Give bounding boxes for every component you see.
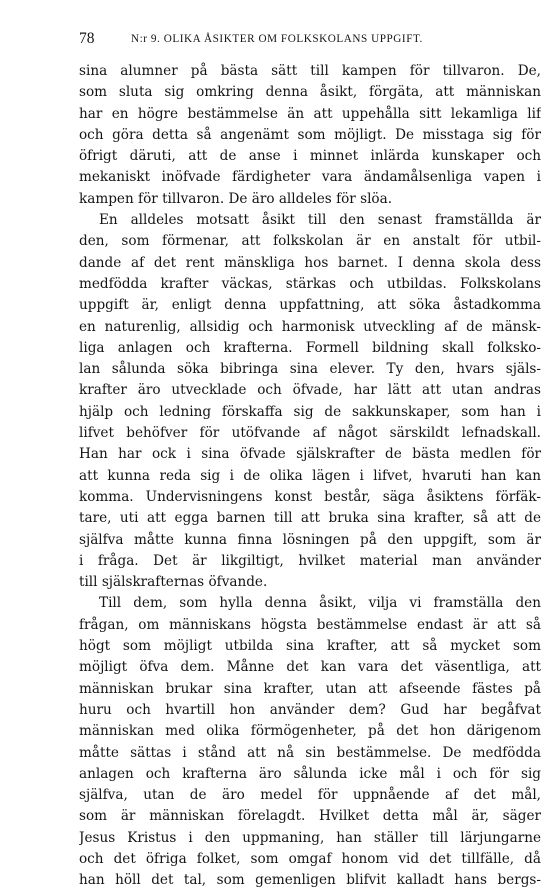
text-line: har en högre bestämmelse än att uppehålla sitt lekamliga lif xyxy=(79,105,541,122)
text-line: han höll det tal, som gemenligen blifvit kalladt hans bergs- xyxy=(79,872,541,889)
text-line: kampen för tillvaron. De äro alldeles för slöa. xyxy=(79,190,393,207)
book-page xyxy=(79,30,541,889)
text-line: att kunna reda sig i de olika lägen i lifvet, hvaruti han kan xyxy=(79,467,541,484)
text-line: i fråga. Det är likgiltigt, hvilket material man använder xyxy=(79,552,541,569)
text-line: lan sålunda söka bibringa sina elever. Ty den, hvars själs- xyxy=(79,361,541,378)
running-header xyxy=(79,30,541,52)
text-line: lifvet behöfver för utöfvande af något särskildt lefnadskall. xyxy=(79,425,541,442)
text-line: Jesus Kristus i den uppmaning, han ställer till lärjungarne xyxy=(79,829,541,846)
text-line: högt som möjligt utbilda sina krafter, att så mycket som xyxy=(79,638,541,655)
text-line: som sluta sig omkring denna åsikt, förgäta, att människan xyxy=(79,84,541,101)
text-line: medfödda krafter väckas, stärkas och utbildas. Folkskolans xyxy=(79,275,541,292)
running-header-title: N:r 9. OLIKA ÅSIKTER OM FOLKSKOLANS UPPGIFT. xyxy=(131,33,423,45)
text-line: måtte sättas i stånd att nå sin bestämmelse. De medfödda xyxy=(79,744,541,761)
text-line: möjligt öfva dem. Månne det kan vara det väsentliga, att xyxy=(79,659,541,676)
text-line: huru och hvartill hon använder dem? Gud har begåfvat xyxy=(79,701,541,718)
text-line: frågan, om människans högsta bestämmelse endast är att så xyxy=(79,616,541,633)
text-line: en naturenlig, allsidig och harmonisk utveckling af de mänsk- xyxy=(79,318,541,335)
text-line: anlagen och krafterna äro sålunda icke mål i och för sig xyxy=(79,765,541,782)
text-line: Han har ock i sina öfvade själskrafter de bästa medlen för xyxy=(79,446,541,463)
text-line: hjälp och ledning förskaffa sig de sakkunskaper, som han i xyxy=(79,403,541,420)
text-line: liga anlagen och krafterna. Formell bildning skall folksko- xyxy=(79,339,541,356)
text-line: människan brukar sina krafter, utan att afseende fästes på xyxy=(79,680,541,697)
paragraph-first-line: Till dem, som hylla denna åsikt, vilja vi framställa den xyxy=(99,595,541,612)
text-line: mekaniskt inöfvade färdigheter vara ändamålsenliga vapen i xyxy=(79,169,541,186)
text-line: komma. Undervisningens konst består, säga åsiktens förfäk- xyxy=(79,488,541,505)
text-line: till själskrafternas öfvande. xyxy=(79,574,268,591)
text-line: den, som förmenar, att folkskolan är en anstalt för utbil- xyxy=(79,233,541,250)
paragraph-first-line: En alldeles motsatt åsikt till den senast framställda är xyxy=(99,212,541,229)
text-line: som är människan förelagdt. Hvilket detta mål är, säger xyxy=(79,808,541,825)
page-number: 78 xyxy=(79,30,95,47)
body-text xyxy=(79,61,541,892)
text-line: dande af det rent mänskliga hos barnet. I denna skola dess xyxy=(79,254,541,271)
text-line: krafter äro utvecklade och öfvade, har lätt att utan andras xyxy=(79,382,541,399)
text-line: tare, uti att egga barnen till att bruka sina krafter, så att de xyxy=(79,510,541,527)
text-line: och göra detta så angenämt som möjligt. De misstaga sig för xyxy=(79,126,541,143)
text-line: människan med olika förmögenheter, på det hon därigenom xyxy=(79,723,541,740)
text-line: själfva måtte kunna finna lösningen på den uppgift, som är xyxy=(79,531,541,548)
text-line: och det öfriga folket, som omgaf honom vid det tillfälle, då xyxy=(79,850,541,867)
text-line: öfrigt däruti, att de anse i minnet inlärda kunskaper och xyxy=(79,148,541,165)
text-line: uppgift är, enligt denna uppfattning, att söka åstadkomma xyxy=(79,297,541,314)
text-line: själfva, utan de äro medel för uppnående af det mål, xyxy=(79,787,541,804)
text-line: sina alumner på bästa sätt till kampen för tillvaron. De, xyxy=(79,63,541,79)
